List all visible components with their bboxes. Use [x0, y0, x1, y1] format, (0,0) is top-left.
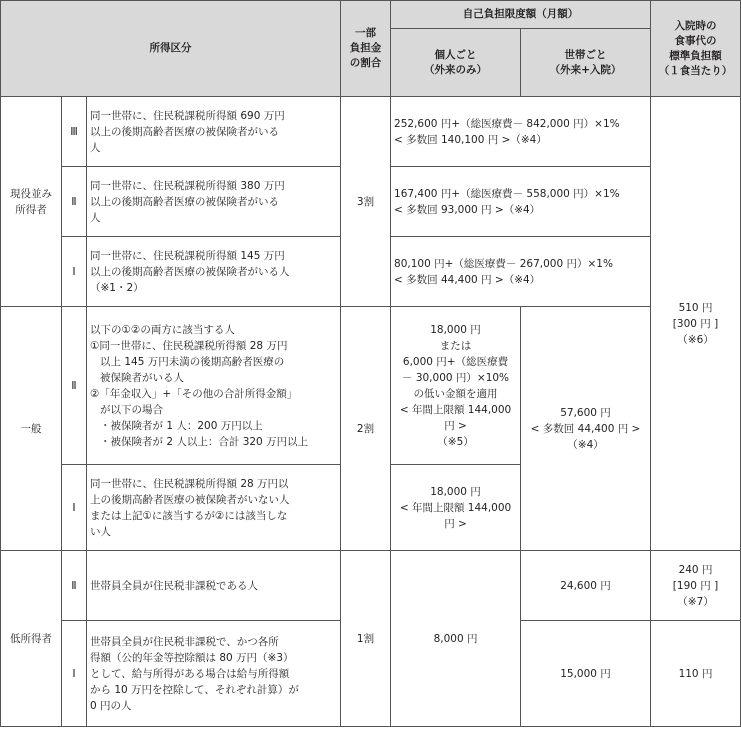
level-cell: Ⅰ: [62, 465, 87, 551]
eligibility-description: [87, 307, 341, 465]
individual-limit-line: 18,000 円: [430, 323, 481, 336]
group-cell-genyaku: [1, 97, 62, 307]
household-header-line: 世帯ごと: [564, 48, 607, 61]
description-line: から 10 万円を控除して、それぞれ計算）が: [90, 683, 299, 696]
description-line: 世帯員全員が住民税非課税である人: [90, 579, 258, 592]
level-cell: Ⅰ: [62, 237, 87, 307]
eligibility-description: [87, 237, 341, 307]
description-line: ・被保険者が 2 人以上：合計 320 万円以上: [100, 435, 309, 448]
household-header-line: （外来+入院）: [549, 63, 622, 76]
table-row: [1, 307, 741, 465]
level-cell: Ⅱ: [62, 307, 87, 465]
group-label-line: 所得者: [15, 203, 47, 216]
copay-rate-header-line: の割合: [349, 57, 382, 69]
individual-limit-line: （※5）: [437, 435, 474, 448]
description-line: い人: [90, 525, 111, 538]
description-line: ②「年金収入」+「その他の合計所得金額」: [90, 387, 298, 400]
copay-rate-cell: 3割: [341, 97, 391, 307]
level-cell: Ⅱ: [62, 551, 87, 621]
meal-cost-header: [651, 1, 741, 97]
description-line: 以上の後期高齢者医療の被保険者がいる: [90, 195, 279, 208]
description-line: 同一世帯に、住民税課税所得額 690 万円: [90, 109, 285, 122]
individual-limit-line: 円 >: [444, 419, 467, 432]
individual-limit-line: < 年間上限額 144,000: [399, 403, 512, 416]
description-line: 上の後期高齢者医療の被保険者がいない人: [90, 493, 290, 506]
level-cell: Ⅰ: [62, 621, 87, 727]
individual-header-line: 個人ごと: [434, 48, 477, 61]
limit-formula-line: < 多数回 140,100 円 >（※4）: [394, 133, 547, 146]
individual-limit-header: [391, 29, 521, 97]
level-cell: Ⅱ: [62, 167, 87, 237]
income-category-header: [1, 1, 341, 97]
household-limit-cell: [521, 307, 651, 551]
description-line: （※1・2）: [90, 281, 144, 294]
household-limit-line: （※4）: [567, 438, 604, 451]
group-cell-teishotoku: 低所得者: [1, 551, 62, 727]
table-row: [1, 97, 741, 167]
household-limit-cell: 15,000 円: [521, 621, 651, 727]
description-line: 得額（公的年金等控除額は 80 万円（※3）: [90, 651, 294, 664]
description-line: 被保険者がいる人: [100, 371, 184, 384]
limit-formula-line: < 多数回 44,400 円 >（※4）: [394, 273, 541, 286]
limit-formula-cell: [391, 97, 651, 167]
copay-rate-header-line: 負担金: [349, 42, 382, 54]
description-line: として、給与所得がある場合は給与所得額: [90, 667, 290, 680]
limit-formula-line: 252,600 円+（総医療費－ 842,000 円）×1%: [394, 117, 620, 130]
description-line: 0 円の人: [90, 699, 132, 712]
individual-limit-line: － 30,000 円）×10%: [401, 371, 510, 384]
individual-header-line: （外来のみ）: [424, 63, 488, 76]
individual-limit-line: 6,000 円+（総医療費: [402, 355, 509, 368]
copay-rate-header-line: 一部: [355, 27, 377, 39]
meal-cost-line: [300 円 ]: [672, 317, 719, 330]
level-cell: Ⅲ: [62, 97, 87, 167]
household-limit-header: [521, 29, 651, 97]
individual-limit-line: 18,000 円: [430, 485, 481, 498]
meal-cost-cell-upper: [651, 97, 741, 551]
description-line: 人: [90, 141, 101, 154]
limit-group-header-text: 自己負担限度額（月額）: [462, 8, 579, 20]
group-label-line: 現役並み: [10, 187, 52, 200]
copay-rate-cell: 1割: [341, 551, 391, 727]
eligibility-description: [87, 551, 341, 621]
description-line: 以下の①②の両方に該当する人: [90, 323, 235, 336]
household-limit-line: 57,600 円: [560, 406, 611, 419]
meal-cost-cell: [651, 551, 741, 621]
copay-rate-header: [341, 1, 391, 97]
individual-limit-line: 円 >: [444, 517, 467, 530]
meal-cost-line: [190 円 ]: [672, 579, 719, 592]
income-category-header-text: 所得区分: [149, 42, 192, 54]
meal-cost-header-line: 入院時の: [674, 19, 717, 32]
description-line: ①同一世帯に、住民税課税所得額 28 万円: [90, 339, 288, 352]
limit-formula-line: < 多数回 93,000 円 >（※4）: [394, 203, 541, 216]
meal-cost-cell: 110 円: [651, 621, 741, 727]
group-cell-ippan: 一般: [1, 307, 62, 551]
limit-formula-cell: [391, 237, 651, 307]
description-line: または上記①に該当するが②には該当しな: [90, 509, 288, 522]
description-line: 人: [90, 211, 101, 224]
individual-limit-cell: [391, 307, 521, 465]
individual-limit-cell: [391, 465, 521, 551]
description-line: が以下の場合: [100, 403, 163, 416]
eligibility-description: [87, 621, 341, 727]
individual-limit-line: < 年間上限額 144,000: [399, 501, 512, 514]
limit-group-header: [391, 1, 651, 29]
description-line: 以上 145 万円未満の後期高齢者医療の: [100, 355, 285, 368]
household-limit-cell: 24,600 円: [521, 551, 651, 621]
description-line: 以上の後期高齢者医療の被保険者がいる人: [90, 265, 290, 278]
household-limit-line: < 多数回 44,400 円 >: [530, 422, 641, 435]
description-line: 以上の後期高齢者医療の被保険者がいる: [90, 125, 279, 138]
meal-cost-line: 240 円: [678, 563, 713, 576]
description-line: 同一世帯に、住民税課税所得額 28 万円以: [90, 477, 289, 490]
eligibility-description: [87, 465, 341, 551]
meal-cost-header-line: （１食当たり）: [658, 64, 733, 77]
description-line: 同一世帯に、住民税課税所得額 380 万円: [90, 179, 285, 192]
meal-cost-line: （※7）: [677, 595, 714, 608]
individual-limit-line: または: [439, 339, 472, 352]
meal-cost-header-line: 標準負担額: [669, 49, 722, 62]
limit-formula-line: 167,400 円+（総医療費－ 558,000 円）×1%: [394, 187, 620, 200]
description-line: 同一世帯に、住民税課税所得額 145 万円: [90, 249, 285, 262]
limit-formula-line: 80,100 円+（総医療費－ 267,000 円）×1%: [394, 257, 613, 270]
eligibility-description: [87, 97, 341, 167]
description-line: 世帯員全員が住民税非課税で、かつ各所: [90, 635, 279, 648]
meal-cost-line: （※6）: [677, 333, 714, 346]
meal-cost-header-line: 食事代の: [674, 34, 717, 47]
individual-limit-cell: 8,000 円: [391, 551, 521, 727]
limit-formula-cell: [391, 167, 651, 237]
table-row: [1, 551, 741, 621]
eligibility-description: [87, 167, 341, 237]
description-line: ・被保険者が 1 人：200 万円以上: [100, 419, 263, 432]
meal-cost-line: 510 円: [678, 301, 713, 314]
individual-limit-line: の低い金額を適用: [413, 387, 498, 400]
copay-rate-cell: 2割: [341, 307, 391, 551]
